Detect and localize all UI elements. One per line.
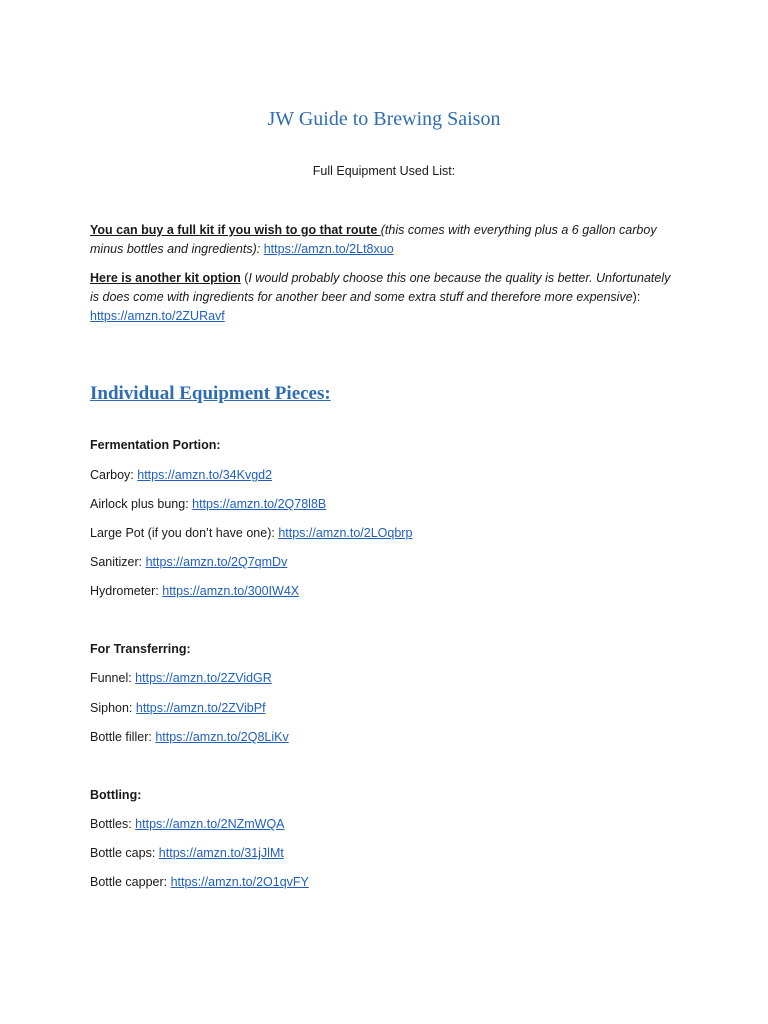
kit-option-1-lead: You can buy a full kit if you wish to go that route: [90, 223, 381, 237]
equipment-item-link[interactable]: https://amzn.to/2Q78l8B: [192, 497, 327, 511]
equipment-item-link[interactable]: https://amzn.to/2NZmWQA: [135, 817, 285, 831]
equipment-item-name: Bottle caps:: [90, 846, 159, 860]
equipment-item-name: Hydrometer:: [90, 584, 163, 598]
equipment-item-link[interactable]: https://amzn.to/2ZVidGR: [135, 671, 272, 685]
document-title: JW Guide to Brewing Saison: [267, 108, 501, 130]
equipment-item-bottles: [90, 817, 285, 831]
kit-option-2-link[interactable]: https://amzn.to/2ZURavf: [90, 309, 225, 323]
kit-option-2-paragraph: [90, 269, 680, 326]
kit-option-2-close-paren: ):: [632, 290, 641, 304]
equipment-item-carboy: [90, 468, 272, 482]
kit-option-2-note: I would probably choose this one because the quality is better. Unfortunately is does come with ingredients for another beer and some extra stuff and therefore more expensive: [90, 271, 671, 304]
equipment-item-siphon: [90, 701, 266, 715]
equipment-item-link[interactable]: https://amzn.to/2O1qvFY: [170, 875, 309, 889]
equipment-item-link[interactable]: https://amzn.to/2Q8LiKv: [155, 730, 289, 744]
equipment-item-hydrometer: [90, 584, 299, 598]
fermentation-section-label: Fermentation Portion:: [90, 438, 221, 452]
equipment-item-name: Carboy:: [90, 468, 138, 482]
equipment-item-name: Funnel:: [90, 671, 136, 685]
equipment-item-link[interactable]: https://amzn.to/34Kvgd2: [137, 468, 273, 482]
individual-equipment-heading: Individual Equipment Pieces:: [90, 383, 331, 404]
equipment-item-link[interactable]: https://amzn.to/2LOqbrp: [278, 526, 413, 540]
equipment-item-sanitizer: [90, 555, 287, 569]
equipment-item-name: Bottles:: [90, 817, 136, 831]
bottling-section-label: Bottling:: [90, 788, 142, 802]
document-subtitle: Full Equipment Used List:: [312, 164, 456, 178]
equipment-item-link[interactable]: https://amzn.to/2Q7qmDv: [145, 555, 288, 569]
equipment-item-name: Siphon:: [90, 701, 136, 715]
equipment-item-bottle-filler: [90, 730, 289, 744]
kit-option-1-link[interactable]: https://amzn.to/2Lt8xuo: [263, 242, 394, 256]
equipment-item-airlock: [90, 497, 326, 511]
equipment-item-large-pot: [90, 526, 412, 540]
equipment-item-name: Bottle filler:: [90, 730, 156, 744]
transferring-section-label: For Transferring:: [90, 642, 191, 656]
kit-option-1-paragraph: [90, 221, 680, 259]
kit-option-2-open-paren: (: [240, 271, 249, 285]
equipment-item-name: Airlock plus bung:: [90, 497, 193, 511]
equipment-item-bottle-capper: [90, 875, 309, 889]
equipment-item-link[interactable]: https://amzn.to/2ZVibPf: [135, 701, 266, 715]
kit-option-2-lead: Here is another kit option: [90, 271, 241, 285]
equipment-item-name: Large Pot (if you don’t have one):: [90, 526, 279, 540]
equipment-item-name: Sanitizer:: [90, 555, 146, 569]
equipment-item-name: Bottle capper:: [90, 875, 171, 889]
equipment-item-link[interactable]: https://amzn.to/300IW4X: [162, 584, 300, 598]
equipment-item-bottle-caps: [90, 846, 284, 860]
equipment-item-link[interactable]: https://amzn.to/31jJlMt: [158, 846, 284, 860]
kit-option-1-note: (this comes with everything plus a 6 gallon carboy minus bottles and ingredients): [90, 223, 657, 256]
equipment-item-funnel: [90, 671, 272, 685]
kit-option-1-separator: :: [256, 242, 264, 256]
